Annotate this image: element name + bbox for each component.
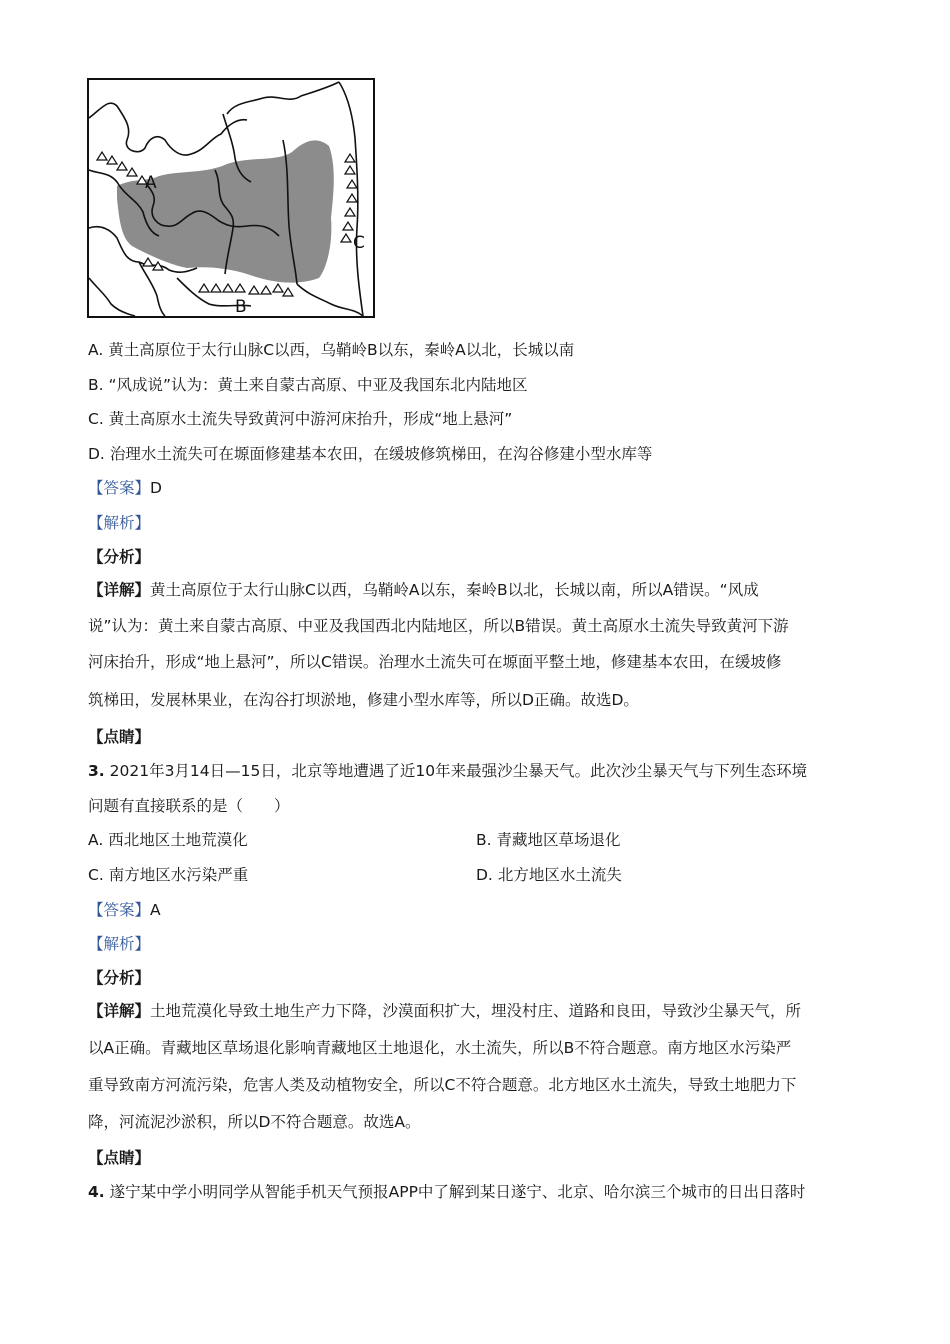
question-stem: 2021年3月14日—15日，北京等地遭遇了近10年来最强沙尘暴天气。此次沙尘暴天气与下列生态环境: [109, 762, 808, 780]
map-label-a: A: [145, 173, 157, 193]
option-letter: B.: [88, 376, 104, 394]
detail-text: 土地荒漠化导致土地生产力下降，沙漠面积扩大，埋没村庄、道路和良田，导致沙尘暴天气，所: [150, 1002, 802, 1020]
option-letter: A.: [88, 831, 104, 849]
option-text: 治理水土流失可在塬面修建基本农田，在缓坡修筑梯田，在沟谷修建小型水库等: [109, 445, 653, 463]
option-letter: A.: [88, 341, 104, 359]
q2-option-c: [88, 409, 512, 429]
option-text: 西北地区土地荒漠化: [108, 831, 248, 849]
map-label-c: C: [353, 233, 365, 253]
q3-option-d: [476, 865, 622, 885]
option-letter: B.: [476, 831, 492, 849]
q3-option-b: [476, 830, 621, 850]
q3-detail-line-2: 以A正确。青藏地区草场退化影响青藏地区土地退化，水土流失，所以B不符合题意。南方地区水污染严: [88, 1039, 792, 1057]
q2-option-b: [88, 375, 528, 395]
q3-stem-line-2: 问题有直接联系的是（ ）: [88, 797, 290, 815]
question-number: 3.: [88, 762, 105, 780]
detail-tag: 【详解】: [88, 1002, 151, 1020]
q3-option-a: [88, 830, 248, 850]
q3-detail-line-4: 降，河流泥沙淤积，所以D不符合题意。故选A。: [88, 1113, 421, 1131]
q3-analysis-tag: 【解析】: [88, 935, 151, 953]
q2-answer: [88, 478, 162, 498]
answer-tag: 【答案】: [88, 901, 151, 919]
option-text: 黄土高原位于太行山脉C以西，乌鞘岭B以东，秦岭A以北，长城以南: [108, 341, 575, 359]
q4-stem-line-1: [88, 1182, 805, 1202]
question-number: 4.: [88, 1183, 105, 1201]
question-stem: 遂宁某中学小明同学从智能手机天气预报APP中了解到某日遂宁、北京、哈尔滨三个城市的日出日落时: [109, 1183, 806, 1201]
q3-answer: [88, 900, 161, 920]
option-letter: D.: [88, 445, 105, 463]
answer-value: D: [150, 479, 162, 497]
loess-plateau-map: [87, 78, 375, 318]
q2-detail-line-4: 筑梯田，发展林果业，在沟谷打坝淤地，修建小型水库等，所以D正确。故选D。: [88, 691, 639, 709]
q2-option-d: [88, 444, 652, 464]
option-text: 黄土高原水土流失导致黄河中游河床抬升，形成“地上悬河”: [108, 410, 513, 428]
option-letter: D.: [476, 866, 493, 884]
option-text: 南方地区水污染严重: [108, 866, 249, 884]
map-svg: [87, 78, 375, 318]
q2-detail-line-1: [88, 580, 759, 600]
option-letter: C.: [88, 410, 104, 428]
q3-dianjing-tag: 【点睛】: [88, 1149, 151, 1167]
answer-value: A: [150, 901, 161, 919]
q2-dianjing-tag: 【点睛】: [88, 728, 151, 746]
option-text: 青藏地区草场退化: [496, 831, 621, 849]
option-text: 北方地区水土流失: [497, 866, 622, 884]
q2-fenxi-tag: 【分析】: [88, 548, 151, 566]
q2-detail-line-3: 河床抬升，形成“地上悬河”，所以C错误。治理水土流失可在塬面平整土地，修建基本农田，在缓坡修: [88, 653, 782, 671]
q3-stem-line-1: [88, 761, 807, 781]
q2-detail-line-2: 说”认为：黄土来自蒙古高原、中亚及我国西北内陆地区，所以B错误。黄土高原水土流失导致黄河下游: [88, 617, 789, 635]
option-text: “风成说”认为：黄土来自蒙古高原、中亚及我国东北内陆地区: [108, 376, 528, 394]
q3-detail-line-1: [88, 1001, 801, 1021]
q3-fenxi-tag: 【分析】: [88, 969, 151, 987]
q3-detail-line-3: 重导致南方河流污染，危害人类及动植物安全，所以C不符合题意。北方地区水土流失，导致土地肥力下: [88, 1076, 797, 1094]
option-letter: C.: [88, 866, 104, 884]
answer-tag: 【答案】: [88, 479, 151, 497]
q2-option-a: [88, 340, 574, 360]
detail-tag: 【详解】: [88, 581, 151, 599]
detail-text: 黄土高原位于太行山脉C以西，乌鞘岭A以东，秦岭B以北，长城以南，所以A错误。“风成: [150, 581, 759, 599]
q2-analysis-tag: 【解析】: [88, 514, 151, 532]
map-label-b: B: [235, 297, 247, 317]
q3-option-c: [88, 865, 248, 885]
